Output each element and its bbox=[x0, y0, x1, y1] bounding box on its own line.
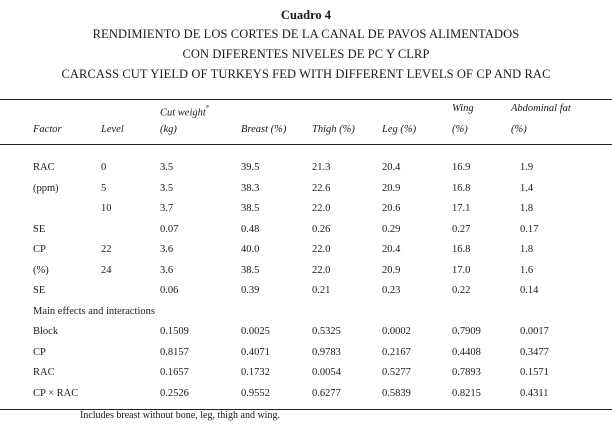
cell-leg: 0.2167 bbox=[382, 346, 411, 358]
table-footnote: Includes breast without bone, leg, thigh and wing. bbox=[80, 410, 280, 421]
cell-leg: 0.29 bbox=[382, 223, 401, 235]
cell-leg: 0.23 bbox=[382, 285, 401, 296]
cell-abdominal-fat: 0.14 bbox=[520, 285, 539, 296]
cell-wing: 0.7893 bbox=[452, 367, 481, 378]
effects-row bbox=[0, 387, 612, 408]
cell-thigh: 22.0 bbox=[312, 203, 331, 214]
header-breast: Breast (%) bbox=[241, 124, 287, 135]
cell-cut-weight: 3.6 bbox=[160, 244, 174, 255]
header-wing-unit: (%) bbox=[452, 124, 468, 135]
cell-breast: 0.39 bbox=[241, 285, 260, 296]
cell-abdominal-fat: 1.8 bbox=[520, 203, 534, 214]
cell-wing: 16.9 bbox=[452, 162, 471, 173]
cell-factor: CP bbox=[33, 244, 46, 255]
table-row bbox=[0, 202, 612, 223]
cell-wing: 0.8215 bbox=[452, 387, 481, 399]
table-row bbox=[0, 243, 612, 264]
table-row bbox=[0, 182, 612, 203]
cell-wing: 0.22 bbox=[452, 285, 471, 296]
table-row bbox=[0, 161, 612, 182]
cell-wing: 17.1 bbox=[452, 203, 471, 214]
cell-factor: Block bbox=[33, 326, 59, 337]
cell-breast: 0.48 bbox=[241, 223, 260, 235]
cell-abdominal-fat: 1.6 bbox=[520, 264, 534, 276]
cell-breast: 38.3 bbox=[241, 182, 260, 194]
cell-thigh: 0.5325 bbox=[312, 326, 341, 337]
cell-wing: 0.7909 bbox=[452, 326, 481, 337]
cell-cut-weight: 0.2526 bbox=[160, 387, 189, 399]
cell-leg: 20.4 bbox=[382, 162, 401, 173]
cell-thigh: 0.6277 bbox=[312, 387, 341, 399]
table-caption bbox=[0, 8, 612, 87]
cell-wing: 0.4408 bbox=[452, 346, 481, 358]
cell-factor: SE bbox=[33, 285, 46, 296]
header-rule bbox=[0, 144, 612, 145]
cell-level: 22 bbox=[101, 244, 112, 255]
header-cut-weight-label: Cut weight bbox=[160, 107, 206, 119]
title-spanish-line-1: RENDIMIENTO DE LOS CORTES DE LA CANAL DE PAVOS ALIMENTADOS bbox=[92, 27, 520, 41]
cell-cut-weight: 0.07 bbox=[160, 223, 179, 235]
cell-level: 24 bbox=[101, 264, 112, 276]
cell-breast: 0.0025 bbox=[241, 326, 270, 337]
effects-row bbox=[0, 325, 612, 346]
cell-level: 0 bbox=[101, 162, 107, 173]
cell-leg: 0.5839 bbox=[382, 387, 411, 399]
header-wing: Wing bbox=[452, 103, 474, 114]
table-top-rule bbox=[0, 99, 612, 100]
cell-factor: (ppm) bbox=[33, 182, 59, 194]
cell-abdominal-fat: 1.4 bbox=[520, 182, 534, 194]
header-abdominal-fat-unit: (%) bbox=[511, 124, 527, 135]
header-cut-weight bbox=[160, 103, 209, 120]
cell-breast: 0.4071 bbox=[241, 346, 270, 358]
cell-leg: 0.5277 bbox=[382, 367, 411, 378]
cell-breast: 38.5 bbox=[241, 264, 260, 276]
effects-row bbox=[0, 366, 612, 387]
table-row bbox=[0, 264, 612, 285]
cell-factor: RAC bbox=[33, 367, 55, 378]
cell-leg: 20.4 bbox=[382, 244, 401, 255]
title-english: CARCASS CUT YIELD OF TURKEYS FED WITH DIFFERENT LEVELS OF CP AND RAC bbox=[61, 67, 551, 81]
cell-wing: 16.8 bbox=[452, 244, 471, 255]
header-thigh: Thigh (%) bbox=[312, 124, 355, 135]
cell-cut-weight: 3.5 bbox=[160, 182, 174, 194]
effects-row bbox=[0, 346, 612, 367]
header-level: Level bbox=[101, 124, 124, 135]
cell-cut-weight: 3.6 bbox=[160, 264, 174, 276]
cell-wing: 16.8 bbox=[452, 182, 471, 194]
cell-abdominal-fat: 0.3477 bbox=[520, 346, 549, 358]
cell-breast: 0.9552 bbox=[241, 387, 270, 399]
cell-thigh: 22.0 bbox=[312, 244, 331, 255]
cell-abdominal-fat: 0.17 bbox=[520, 223, 539, 235]
table-number: Cuadro 4 bbox=[280, 8, 332, 22]
cell-abdominal-fat: 0.1571 bbox=[520, 367, 549, 378]
cell-cut-weight: 0.1657 bbox=[160, 367, 189, 378]
cell-factor: (%) bbox=[33, 264, 49, 276]
cell-leg: 20.6 bbox=[382, 203, 401, 214]
cell-abdominal-fat: 1.8 bbox=[520, 244, 534, 255]
cell-factor: CP bbox=[33, 346, 46, 358]
cell-breast: 0.1732 bbox=[241, 367, 270, 378]
header-cut-weight-unit: (kg) bbox=[160, 124, 177, 135]
cell-wing: 17.0 bbox=[452, 264, 471, 276]
cell-cut-weight: 0.06 bbox=[160, 285, 179, 296]
cell-thigh: 22.6 bbox=[312, 182, 331, 194]
header-abdominal-fat: Abdominal fat bbox=[511, 103, 571, 114]
cell-wing: 0.27 bbox=[452, 223, 471, 235]
table-row bbox=[0, 223, 612, 244]
cell-thigh: 21.3 bbox=[312, 162, 331, 173]
cell-thigh: 0.0054 bbox=[312, 367, 341, 378]
cell-leg: 20.9 bbox=[382, 264, 401, 276]
cell-thigh: 22.0 bbox=[312, 264, 331, 276]
cell-factor: CP × RAC bbox=[33, 387, 79, 399]
cell-thigh: 0.26 bbox=[312, 223, 331, 235]
cell-cut-weight: 3.5 bbox=[160, 162, 174, 173]
header-leg: Leg (%) bbox=[382, 124, 417, 135]
cell-leg: 0.0002 bbox=[382, 326, 411, 337]
section-label-main-effects: Main effects and interactions bbox=[33, 305, 155, 317]
cell-cut-weight: 3.7 bbox=[160, 203, 174, 214]
table-body bbox=[0, 161, 612, 407]
title-spanish-line-2: CON DIFERENTES NIVELES DE PC Y CLRP bbox=[182, 47, 430, 61]
cell-cut-weight: 0.1509 bbox=[160, 326, 189, 337]
cell-thigh: 0.9783 bbox=[312, 346, 341, 358]
cell-factor: RAC bbox=[33, 162, 55, 173]
cell-cut-weight: 0.8157 bbox=[160, 346, 189, 358]
header-factor: Factor bbox=[33, 124, 62, 135]
cell-abdominal-fat: 1.9 bbox=[520, 162, 534, 173]
cell-breast: 40.0 bbox=[241, 244, 260, 255]
footnote-marker: * bbox=[205, 104, 210, 112]
cell-level: 5 bbox=[101, 182, 107, 194]
table-row bbox=[0, 284, 612, 305]
cell-factor: SE bbox=[33, 223, 46, 235]
cell-abdominal-fat: 0.4311 bbox=[520, 387, 549, 399]
cell-level: 10 bbox=[101, 203, 112, 214]
cell-abdominal-fat: 0.0017 bbox=[520, 326, 549, 337]
cell-breast: 38.5 bbox=[241, 203, 260, 214]
cell-leg: 20.9 bbox=[382, 182, 401, 194]
cell-thigh: 0.21 bbox=[312, 285, 331, 296]
section-row bbox=[0, 305, 612, 326]
cell-breast: 39.5 bbox=[241, 162, 260, 173]
